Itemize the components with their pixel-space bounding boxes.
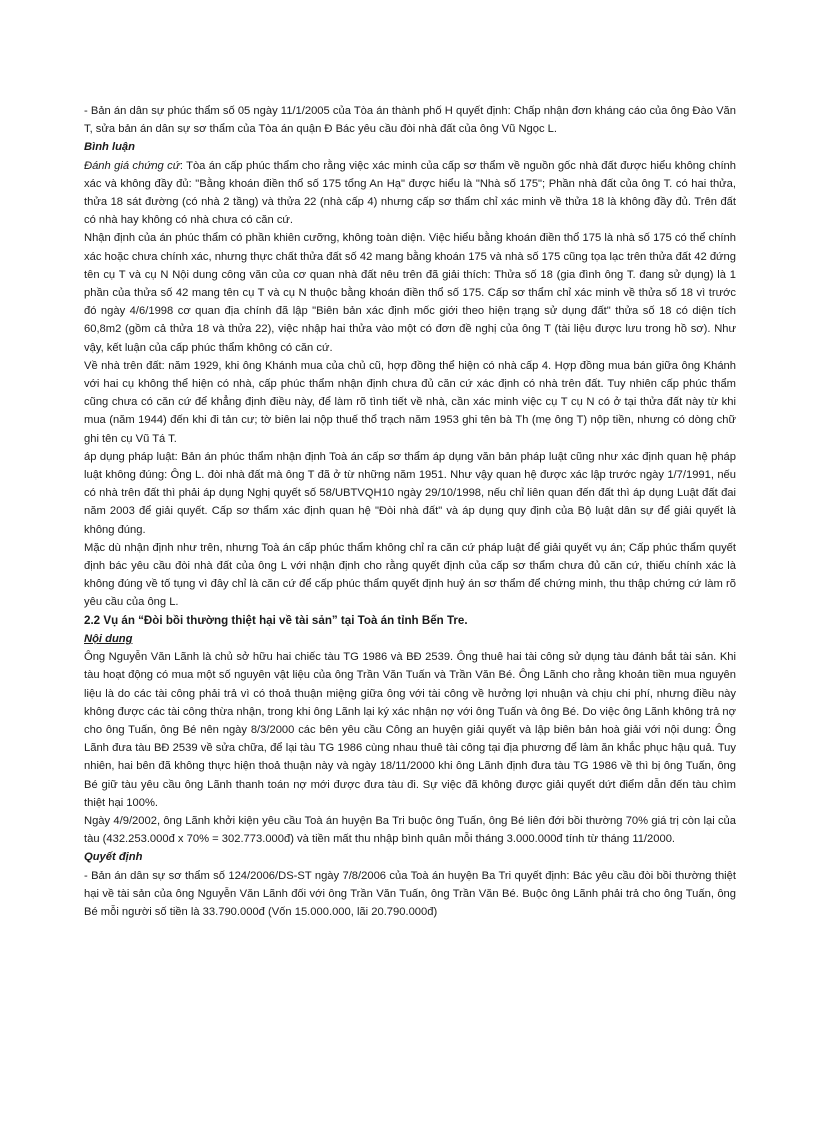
section-title-2-2: 2.2 Vụ án “Đòi bồi thường thiệt hại về tài sản” tại Toà án tỉnh Bến Tre. — [84, 613, 468, 627]
paragraph-despite-reasoning: Mặc dù nhận định như trên, nhưng Toà án cấp phúc thẩm không chỉ ra căn cứ pháp luật để giải quyết vụ án; Cấp phúc thẩm quyết định bác yêu cầu đòi nhà đất của ông L với nhận định cho rằng quyết định của cấp sơ thẩm chưa đủ căn cứ, thiếu chính xác là không đúng về tố tụng vì đây chỉ là căn cứ để cấp phúc thẩm quyết định huỷ án sơ thẩm để chứng minh, thu thập chứng cứ làm rõ yêu cầu của ông L. — [84, 541, 736, 609]
paragraph-appellate-reasoning: Nhận định của án phúc thẩm có phần khiên cưỡng, không toàn diện. Việc hiểu bằng khoán điền thổ 175 là nhà số 175 có thể chính xác hoặc chưa chính xác, nhưng thực chất thửa đất số 42 mang bằng khoán 175 và nhà số 175 cũng tọa lạc trên thửa đất 42 đứng tên cụ T và cụ N Nội dung công văn của cơ quan nhà đất nêu trên đã giải thích: Thửa số 18 (gia đình ông T. đang sử dụng) là 1 phần của thửa số 42 mang tên cụ T và cụ N thuộc bằng khoán điền thổ số 175. Cấp sơ thẩm chỉ xác minh về thửa số 18 vì trước đó ngày 4/6/1998 cơ quan địa chính đã lập "Biên bản xác định mốc giới theo hiện trạng sử dụng đất" thửa số 18 có diện tích 60,8m2 (gồm cả thửa 18 và thửa 22), việc nhập hai thửa vào một có đơn đề nghị của ông T (tài liệu được lưu trong hồ sơ). Như vậy, kết luận của cấp phúc thẩm không có căn cứ. — [84, 232, 736, 354]
heading-noi-dung: Nội dung — [84, 632, 133, 645]
paragraph-appellate-judgment: - Bản án dân sự phúc thẩm số 05 ngày 11/1/2005 của Tòa án thành phố H quyết định: Chấp nhận đơn kháng cáo của ông Đào Văn T, sửa bản án dân sự sơ thẩm của Tòa án quận Đ Bác yêu cầu đòi nhà đất của ông Vũ Ngọc L. — [84, 105, 736, 136]
evidence-assessment-lead: Đánh giá chứng cứ — [84, 159, 180, 172]
paragraph-first-instance-judgment: - Bản án dân sự sơ thẩm số 124/2006/DS-ST ngày 7/8/2006 của Toà án huyện Ba Tri quyết định: Bác yêu cầu đòi bồi thường thiệt hại về tài sản của ông Nguyễn Văn Lãnh đối với ông Trần Văn Tuấn, ông Trần Văn Bé. Buộc ông Lãnh phải trả cho ông Tuấn, ông Bé mỗi người số tiền là 33.790.000đ (Vốn 15.000.000, lãi 20.790.000đ) — [84, 869, 736, 918]
heading-quyet-dinh: Quyết định — [84, 851, 143, 864]
paragraph-law-application: áp dụng pháp luật: Bản án phúc thẩm nhận định Toà án cấp sơ thẩm áp dụng văn bản pháp luật cũng như xác định quan hệ pháp luật không đúng: Ông L. đòi nhà đất mà ông T đã ở từ những năm 1951. Như vậy quan hệ được xác lập trước ngày 1/7/1991, nếu có nhà trên đất thì phải áp dụng Nghị quyết số 58/UBTVQH10 ngày 29/10/1998, nếu chỉ liên quan đến đất thì áp dụng Luật đất đai năm 2003 để giải quyết. Cấp sơ thẩm xác định quan hệ "Đòi nhà đất" và áp dụng quy định của Bộ luật dân sự để giải quyết là không đúng. — [84, 450, 736, 536]
heading-binh-luan: Bình luận — [84, 141, 135, 154]
document-page — [84, 102, 736, 921]
paragraph-lawsuit: Ngày 4/9/2002, ông Lãnh khởi kiện yêu cầu Toà án huyện Ba Tri buộc ông Tuấn, ông Bé liên đới bồi thường 70% giá trị còn lại của tàu (432.253.000đ x 70% = 302.773.000đ) và tiền mất thu nhập bình quân mỗi tháng 3.000.000đ tính từ tháng 11/2000. — [84, 814, 736, 846]
paragraph-case-content: Ông Nguyễn Văn Lãnh là chủ sở hữu hai chiếc tàu TG 1986 và BĐ 2539. Ông thuê hai tài công sử dụng tàu đánh bắt tài sản. Khi tàu hoạt động có mua một số nguyên vật liệu của ông Trần Văn Tuấn và Trần Văn Bé. Ông Lãnh cho rằng khoản tiền mua nguyên liệu là do các tài công phải trả vì có thoả thuận miệng giữa ông với tài công về hưởng lợi nhuận và chịu chi phí, nhưng điều này không được các tài công thừa nhận, trong khi ông Lãnh lại ký xác nhận nợ với ông Tuấn và ông Bé. Do việc ông Lãnh không trả nợ cho ông Tuấn, ông Bé nên ngày 8/3/2000 các bên yêu cầu Công an huyện giải quyết và lập biên bản hoà giải với nội dung: Ông Lãnh đưa tàu BĐ 2539 về sửa chữa, để lại tàu TG 1986 cùng nhau thuê tài công tại địa phương để làm ăn khắc phục hậu quả. Tuy nhiên, hai bên đã không thực hiện thoả thuận này và ngày 18/11/2000 khi ông Lãnh định đưa tàu TG 1986 về thì bị ông Tuấn, ông Bé giữ tàu yêu cầu ông Lãnh thanh toán nợ mới được đưa tàu đi. Sự việc đã không được giải quyết dứt điểm dẫn đến tàu chìm thiệt hại 100%. — [84, 651, 736, 809]
paragraph-house-on-land: Về nhà trên đất: năm 1929, khi ông Khánh mua của chủ cũ, hợp đồng thể hiện có nhà cấp 4. Hợp đồng mua bán giữa ông Khánh với hai cụ không thể hiện có nhà, cấp phúc thẩm nhận định chưa đủ căn cứ xác định có nhà trên đất. Tuy nhiên cấp phúc thẩm cũng chưa có căn cứ để khẳng định điều này, để làm rõ tình tiết về nhà, cần xác minh việc cụ T cụ N có ở tại thửa đất này từ khi mua (năm 1944) đến khi đi tản cư; tờ biên lai nộp thuế thổ trạch năm 1953 ghi tên bà Th (mẹ ông T) nộp tiền, nhưng có dòng chữ ghi tên cụ Vũ Tá T. — [84, 359, 736, 445]
paragraph-evidence-assessment — [84, 157, 736, 230]
evidence-assessment-text: : Tòa án cấp phúc thẩm cho rằng việc xác minh của cấp sơ thẩm về nguồn gốc nhà đất được hiểu không chính xác và không đầy đủ: "Bằng khoán điền thổ số 175 tổng An Hạ" được hiểu là "Nhà số 175"; Phần nhà đất của ông T. có hai thửa, thửa 18 sát đường (có nhà 2 tầng) và thửa 22 (nhà cấp 4) nhưng cấp sơ thẩm chỉ xác minh về thửa 18 là không đầy đủ. Trên đất có nhà hay không có nhà chưa có căn cứ. — [84, 159, 736, 227]
